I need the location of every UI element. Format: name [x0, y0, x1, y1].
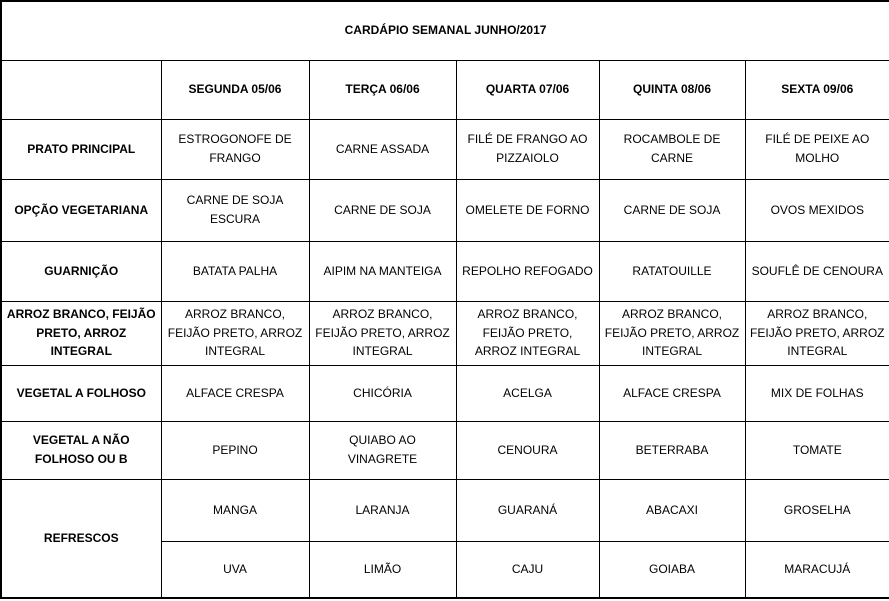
menu-cell: FILÉ DE FRANGO AO PIZZAIOLO: [456, 119, 599, 179]
menu-cell: ESTROGONOFE DE FRANGO: [161, 119, 309, 179]
menu-cell: GUARANÁ: [456, 479, 599, 541]
corner-cell: [1, 60, 161, 119]
menu-cell: PEPINO: [161, 421, 309, 479]
menu-cell: ARROZ BRANCO, FEIJÃO PRETO, ARROZ INTEGRAL: [599, 301, 745, 365]
menu-cell: CARNE ASSADA: [309, 119, 456, 179]
menu-cell: QUIABO AO VINAGRETE: [309, 421, 456, 479]
menu-cell: GROSELHA: [745, 479, 889, 541]
menu-cell: ACELGA: [456, 365, 599, 421]
menu-cell: CARNE DE SOJA: [599, 179, 745, 241]
menu-cell: FILÉ DE PEIXE AO MOLHO: [745, 119, 889, 179]
menu-cell: ABACAXI: [599, 479, 745, 541]
menu-cell: ARROZ BRANCO, FEIJÃO PRETO, ARROZ INTEGRAL: [456, 301, 599, 365]
menu-cell: ARROZ BRANCO, FEIJÃO PRETO, ARROZ INTEGRAL: [309, 301, 456, 365]
menu-cell: MANGA: [161, 479, 309, 541]
menu-cell: OVOS MEXIDOS: [745, 179, 889, 241]
menu-cell: BATATA PALHA: [161, 241, 309, 301]
menu-cell: LARANJA: [309, 479, 456, 541]
menu-cell: ALFACE CRESPA: [599, 365, 745, 421]
menu-cell: CHICÓRIA: [309, 365, 456, 421]
menu-cell: REPOLHO REFOGADO: [456, 241, 599, 301]
row-label-prato-principal: PRATO PRINCIPAL: [1, 119, 161, 179]
menu-cell: CARNE DE SOJA: [309, 179, 456, 241]
day-header-tuesday: TERÇA 06/06: [309, 60, 456, 119]
menu-cell: TOMATE: [745, 421, 889, 479]
menu-cell: ROCAMBOLE DE CARNE: [599, 119, 745, 179]
row-label-guarnicao: GUARNIÇÃO: [1, 241, 161, 301]
row-label-vegetal-nao-folhoso: VEGETAL A NÃO FOLHOSO OU B: [1, 421, 161, 479]
menu-cell: MARACUJÁ: [745, 541, 889, 598]
menu-cell: SOUFLÊ DE CENOURA: [745, 241, 889, 301]
menu-cell: OMELETE DE FORNO: [456, 179, 599, 241]
day-header-wednesday: QUARTA 07/06: [456, 60, 599, 119]
day-header-monday: SEGUNDA 05/06: [161, 60, 309, 119]
menu-cell: CARNE DE SOJA ESCURA: [161, 179, 309, 241]
menu-cell: CAJU: [456, 541, 599, 598]
menu-title: CARDÁPIO SEMANAL JUNHO/2017: [1, 1, 889, 60]
menu-cell: ALFACE CRESPA: [161, 365, 309, 421]
menu-cell: ARROZ BRANCO, FEIJÃO PRETO, ARROZ INTEGRAL: [161, 301, 309, 365]
row-label-opcao-vegetariana: OPÇÃO VEGETARIANA: [1, 179, 161, 241]
row-label-arroz-feijao: ARROZ BRANCO, FEIJÃO PRETO, ARROZ INTEGRAL: [1, 301, 161, 365]
menu-cell: AIPIM NA MANTEIGA: [309, 241, 456, 301]
day-header-friday: SEXTA 09/06: [745, 60, 889, 119]
row-label-refrescos: REFRESCOS: [1, 479, 161, 598]
row-label-vegetal-folhoso: VEGETAL A FOLHOSO: [1, 365, 161, 421]
day-header-thursday: QUINTA 08/06: [599, 60, 745, 119]
menu-cell: BETERRABA: [599, 421, 745, 479]
menu-cell: ARROZ BRANCO, FEIJÃO PRETO, ARROZ INTEGRAL: [745, 301, 889, 365]
menu-cell: GOIABA: [599, 541, 745, 598]
menu-cell: MIX DE FOLHAS: [745, 365, 889, 421]
menu-cell: LIMÃO: [309, 541, 456, 598]
menu-cell: RATATOUILLE: [599, 241, 745, 301]
menu-cell: CENOURA: [456, 421, 599, 479]
menu-cell: UVA: [161, 541, 309, 598]
